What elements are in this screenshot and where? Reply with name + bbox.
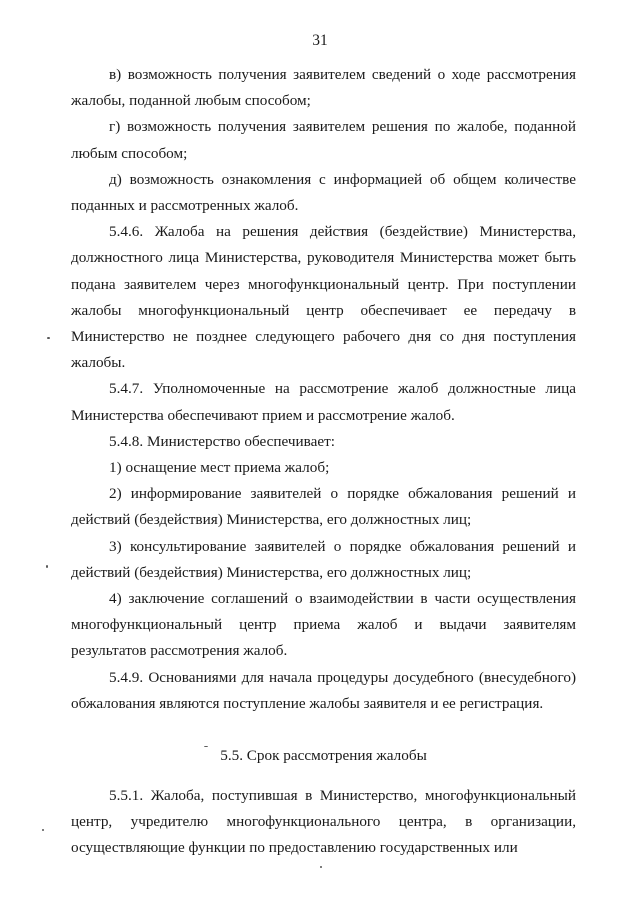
page-number: 31: [312, 32, 328, 49]
paragraph-5-4-6: 5.4.6. Жалоба на решения действия (бездействие) Министерства, должностного лица Министерства, руководителя Министерства может быть подана заявителем через многофункциональный центр. При поступлении жалобы многофункциональный центр обеспечивает ее передачу в Министерство не позднее следующего рабочего дня со дня поступления жалобы.: [71, 223, 576, 372]
document-body: [71, 62, 576, 862]
paragraph-list-item-2: 2) информирование заявителей о порядке обжалования решений и действий (бездействия) Министерства, его должностных лиц;: [71, 485, 576, 529]
paragraph-list-item-4: 4) заключение соглашений о взаимодействии в части осуществления многофункциональный центр приема жалоб и выдачи заявителям результатов рассмотрения жалоб.: [71, 590, 576, 660]
scan-speck: [204, 746, 208, 747]
scan-speck: [42, 829, 44, 831]
paragraph-item-g: г) возможность получения заявителем решения по жалобе, поданной любым способом;: [71, 118, 576, 162]
paragraph-5-4-7: 5.4.7. Уполномоченные на рассмотрение жалоб должностные лица Министерства обеспечивают прием и рассмотрение жалоб.: [71, 380, 576, 424]
paragraph-5-4-8: 5.4.8. Министерство обеспечивает:: [109, 432, 335, 450]
paragraph-list-item-1: 1) оснащение мест приема жалоб;: [109, 459, 330, 477]
scan-speck: [320, 866, 322, 868]
scan-speck: [47, 337, 50, 339]
paragraph-item-d: д) возможность ознакомления с информацией об общем количестве поданных и рассмотренных жалоб.: [71, 170, 576, 215]
section-heading: 5.5. Срок рассмотрения жалобы: [220, 747, 427, 765]
paragraph-item-v: в) возможность получения заявителем сведений о ходе рассмотрения жалобы, поданной любым способом;: [71, 66, 576, 110]
paragraph-5-4-9: 5.4.9. Основаниями для начала процедуры досудебного (внесудебного) обжалования являются поступление жалобы заявителя и ее регистрация.: [71, 668, 576, 712]
paragraph-list-item-3: 3) консультирование заявителей о порядке обжалования решений и действий (бездействия) Министерства, его должностных лиц;: [71, 537, 576, 581]
paragraph-5-5-1: 5.5.1. Жалоба, поступившая в Министерство, многофункциональный центр, учредителю многофункционального центра, в организации, осуществляющие функции по предоставлению государственных или: [71, 787, 576, 857]
scan-speck: [46, 565, 48, 568]
